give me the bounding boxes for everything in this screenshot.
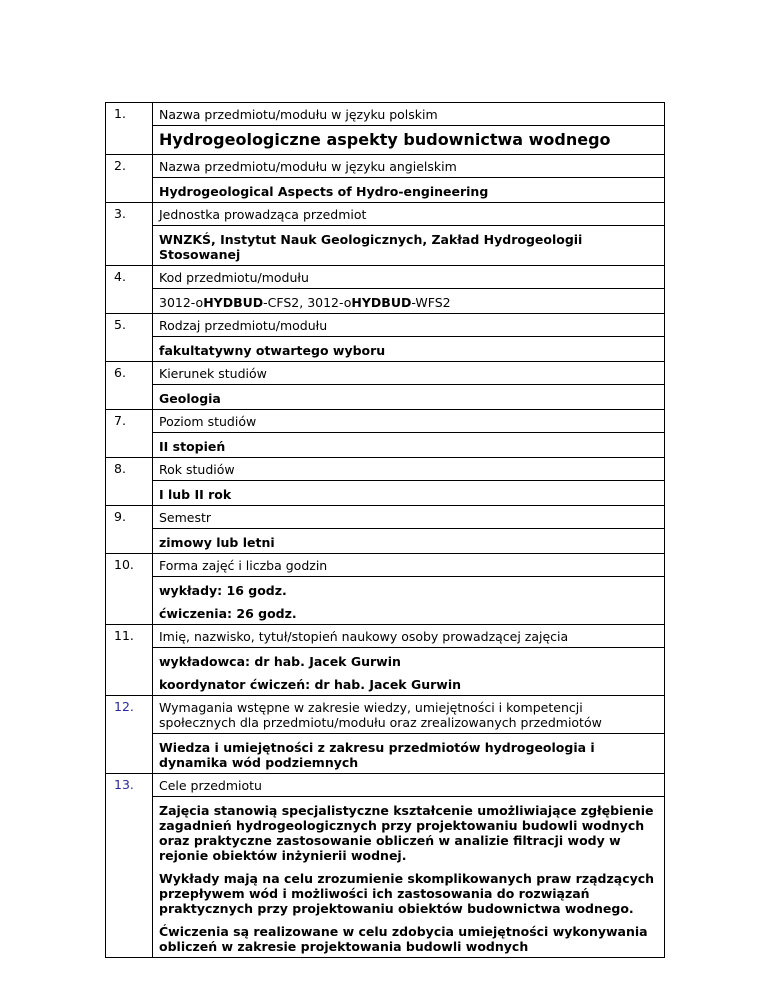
row-number: 11. (106, 625, 153, 696)
field-label: Rok studiów (153, 458, 664, 481)
field-value: Wykłady mają na celu zrozumienie skomplikowanych praw rządzących przepływem wód i możliwości ich zastosowania do rozwiązań praktycznych przy projektowaniu obiektów budownictwa wodnego. (159, 871, 655, 916)
field-value: wykłady: 16 godz. (159, 583, 287, 598)
field-label: Nazwa przedmiotu/modułu w języku angielskim (153, 155, 664, 178)
row-number: 9. (106, 506, 153, 554)
field-value: Geologia (159, 391, 221, 406)
field-value: koordynator ćwiczeń: dr hab. Jacek Gurwin (159, 677, 462, 692)
table-row (106, 410, 665, 458)
field-value: I lub II rok (159, 487, 232, 502)
field-value: ćwiczenia: 26 godz. (159, 606, 297, 621)
field-value: Hydrogeological Aspects of Hydro-engineering (159, 184, 489, 199)
table-row (106, 103, 665, 155)
table-row (106, 155, 665, 203)
table-row (106, 314, 665, 362)
field-label: Semestr (153, 506, 664, 529)
row-number: 8. (106, 458, 153, 506)
table-row (106, 774, 665, 958)
table-row (106, 458, 665, 506)
field-value: fakultatywny otwartego wyboru (159, 343, 386, 358)
field-value: zimowy lub letni (159, 535, 275, 550)
field-label: Wymagania wstępne w zakresie wiedzy, umiejętności i kompetencji społecznych dla przedmiotu/modułu oraz zrealizowanych przedmiotów (153, 696, 664, 734)
field-value: wykładowca: dr hab. Jacek Gurwin (159, 654, 401, 669)
table-row (106, 696, 665, 774)
row-number: 7. (106, 410, 153, 458)
row-number: 13. (106, 774, 153, 958)
course-code: 3012-oHYDBUD-CFS2, 3012-oHYDBUD-WFS2 (159, 295, 451, 310)
row-number: 5. (106, 314, 153, 362)
field-value: Zajęcia stanowią specjalistyczne kształcenie umożliwiające zgłębienie zagadnień hydrogeologicznych przy projektowaniu budowli wodnych oraz praktyczne zastosowanie obliczeń w analizie filtracji wody w rejonie obiektów inżynierii wodnej. (159, 803, 654, 863)
table-row (106, 554, 665, 625)
row-number: 10. (106, 554, 153, 625)
field-label: Nazwa przedmiotu/modułu w języku polskim (153, 103, 664, 126)
field-label: Rodzaj przedmiotu/modułu (153, 314, 664, 337)
field-label: Cele przedmiotu (153, 774, 664, 797)
field-value: Hydrogeologiczne aspekty budownictwa wodnego (159, 130, 611, 149)
row-number: 6. (106, 362, 153, 410)
field-label: Kierunek studiów (153, 362, 664, 385)
row-number: 4. (106, 266, 153, 314)
field-label: Poziom studiów (153, 410, 664, 433)
field-label: Imię, nazwisko, tytuł/stopień naukowy osoby prowadzącej zajęcia (153, 625, 664, 648)
table-row (106, 506, 665, 554)
field-value: II stopień (159, 439, 226, 454)
field-value: Ćwiczenia są realizowane w celu zdobycia umiejętności wykonywania obliczeń w zakresie projektowania budowli wodnych (159, 924, 648, 954)
row-number: 12. (106, 696, 153, 774)
field-value: Wiedza i umiejętności z zakresu przedmiotów hydrogeologia i dynamika wód podziemnych (159, 740, 595, 770)
table-row (106, 203, 665, 266)
syllabus-sheet (105, 102, 665, 958)
syllabus-table (105, 102, 665, 958)
field-value: WNZKŚ, Instytut Nauk Geologicznych, Zakład Hydrogeologii Stosowanej (159, 232, 583, 262)
table-row (106, 625, 665, 696)
field-label: Forma zajęć i liczba godzin (153, 554, 664, 577)
field-label: Kod przedmiotu/modułu (153, 266, 664, 289)
field-label: Jednostka prowadząca przedmiot (153, 203, 664, 226)
row-number: 1. (106, 103, 153, 155)
row-number: 3. (106, 203, 153, 266)
table-row (106, 362, 665, 410)
table-row (106, 266, 665, 314)
row-number: 2. (106, 155, 153, 203)
